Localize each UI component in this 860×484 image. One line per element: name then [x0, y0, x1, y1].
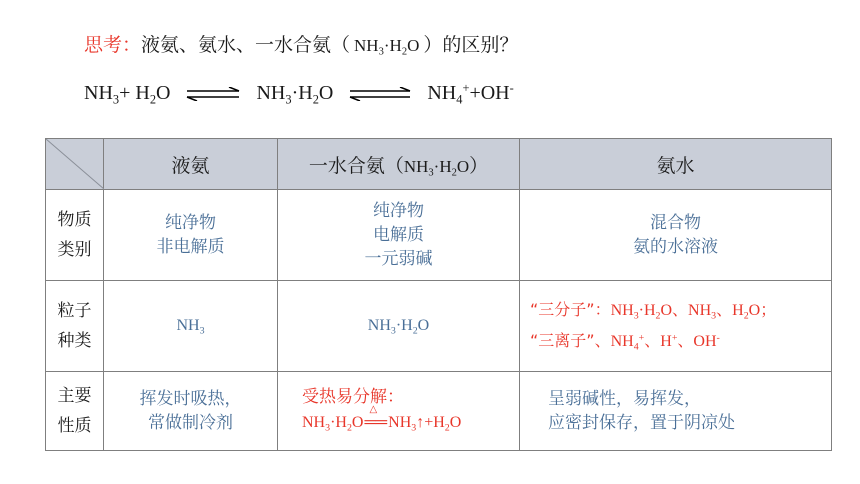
table-row — [46, 281, 832, 372]
question-text: 液氨、氨水、一水合氨（ — [141, 34, 351, 56]
header-monohydrate: 一水合氨$(NH_3\cdot H_2O)$ — [278, 139, 520, 190]
equation-intermediate: $NH_3\cdot H_2O$ — [256, 82, 334, 107]
row-label-category: 物质 类别 — [46, 190, 104, 281]
equation-products: $NH_4^++OH^-$ — [427, 81, 514, 107]
table-row — [46, 372, 832, 451]
question-label: 思考： — [84, 34, 142, 56]
equilibrium-equation — [84, 82, 514, 105]
equilibrium-arrow-icon-2 — [348, 87, 412, 101]
cell-ammonia-water-particles — [520, 281, 832, 372]
cell-monohydrate-particles: $NH_3\cdot H_2O$ — [278, 281, 520, 372]
table-row — [46, 190, 832, 281]
particles-ions-line: “三离子”、$NH_4^+$、H+、OH- — [530, 331, 720, 353]
cell-liquid-ammonia-properties: 挥发时吸热， 常做制冷剂 — [104, 372, 278, 451]
decomposition-equation: $NH_3\cdot H_2O$ △ $══NH_3↑+H_2O$ — [302, 404, 462, 434]
header-corner — [46, 139, 104, 190]
cell-ammonia-water-category: 混合物 氨的水溶液 — [520, 190, 832, 281]
cell-liquid-ammonia-particles: $NH_3$ — [104, 281, 278, 372]
header-liquid-ammonia: 液氨 — [104, 139, 278, 190]
question-formula: $NH_3\cdot H_2O$ — [354, 36, 420, 58]
cell-monohydrate-properties: 受热易分解： $NH_3\cdot H_2O$ △ $══NH_3↑+H_2O$ — [278, 372, 520, 451]
cell-liquid-ammonia-category: 纯净物 非电解质 — [104, 190, 278, 281]
cell-ammonia-water-properties: 呈弱碱性，易挥发， 应密封保存，置于阴凉处 — [520, 372, 832, 451]
question-suffix: ）的区别？ — [423, 34, 519, 56]
header-ammonia-water: 氨水 — [520, 139, 832, 190]
question-line — [84, 30, 518, 57]
table-header-row — [46, 139, 832, 190]
row-label-particles: 粒子 种类 — [46, 281, 104, 372]
particles-molecules-line: “三分子”：$NH_3\cdot H_2O$、$NH_3$、$H_2O$； — [530, 300, 777, 322]
row-label-properties: 主要 性质 — [46, 372, 104, 451]
equilibrium-arrow-icon — [185, 87, 241, 101]
cell-monohydrate-category: 纯净物 电解质 一元弱碱 — [278, 190, 520, 281]
equation-reactant: $NH_3+ H_2O$ — [84, 82, 171, 107]
diagonal-line-icon — [46, 139, 104, 189]
comparison-table — [45, 138, 832, 451]
